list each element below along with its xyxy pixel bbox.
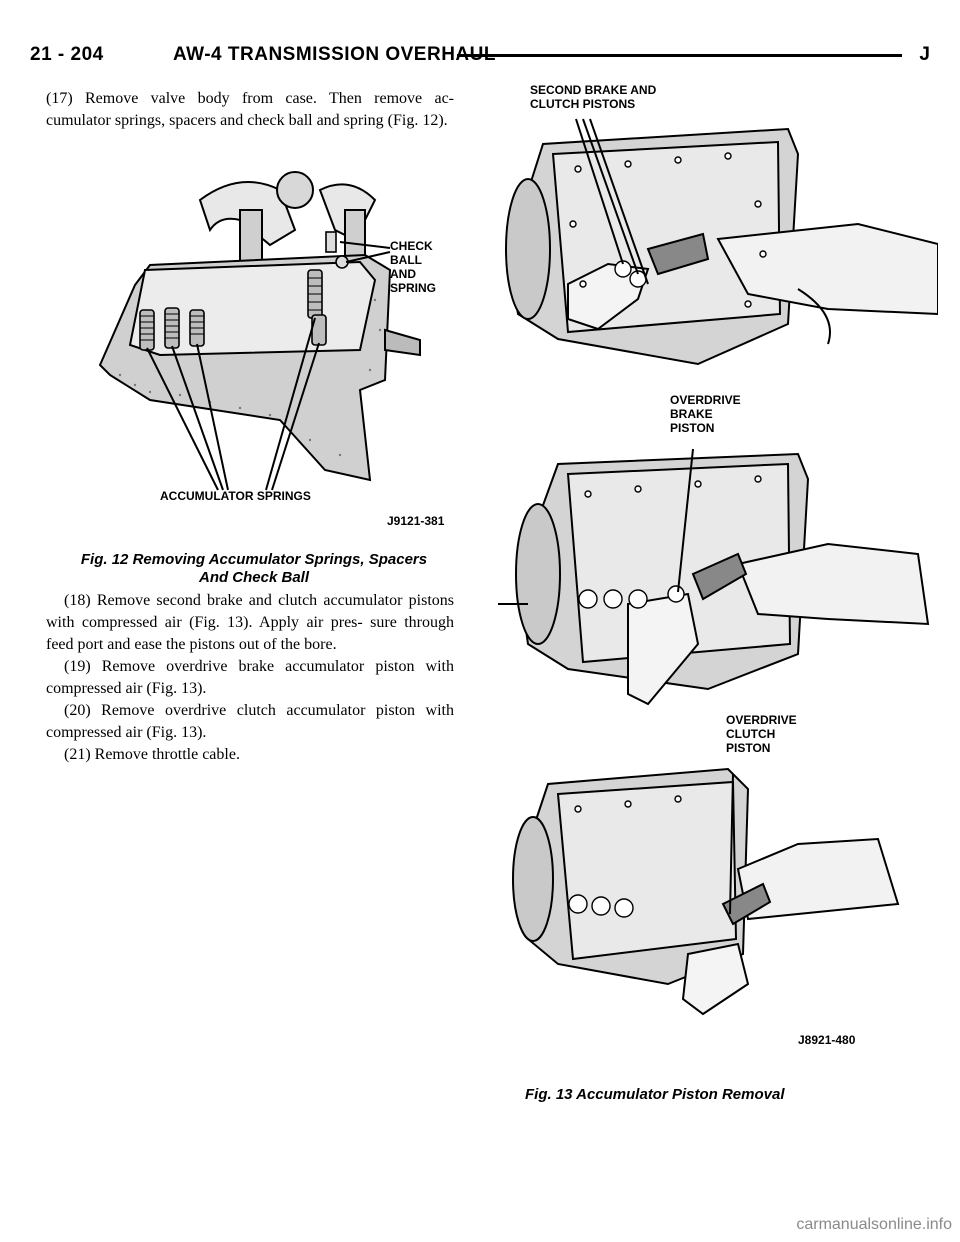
fig13-top-label-line1: SECOND BRAKE AND xyxy=(530,84,657,97)
fig13-panel-bottom xyxy=(513,713,898,1047)
accumulator-springs-label: ACCUMULATOR SPRINGS xyxy=(160,489,311,503)
fig12-code: J9121-381 xyxy=(387,514,445,528)
fig12-illustration xyxy=(90,170,460,540)
svg-text:OVERDRIVE BRAKE PI xyxy=(670,393,744,435)
fig13-caption: Fig. 13 Accumulator Piston Removal xyxy=(525,1086,785,1103)
steps-18-21-block xyxy=(46,590,454,766)
fig12-caption xyxy=(64,551,444,587)
fig13-code: J8921-480 xyxy=(798,1033,856,1047)
watermark: carmanualsonline.info xyxy=(796,1216,952,1233)
header-mark: J xyxy=(919,44,930,65)
step-18-text: (18) Remove second brake and clutch accumulator pistons with compressed air (Fig. 13). Apply air pres- sure through feed port and ease the pistons out of the bore. xyxy=(46,592,454,653)
step-21-text: (21) Remove throttle cable. xyxy=(64,746,240,763)
step-20-text: (20) Remove overdrive clutch accumulator piston with compressed air (Fig. 13). xyxy=(46,702,454,741)
fig13-bot-label-line3: PISTON xyxy=(726,741,771,755)
step-17-text: (17) Remove valve body from case. Then remove ac- cumulator springs, spacers and check ball and spring (Fig. 12). xyxy=(46,90,454,129)
fig13-mid-label-line1: OVERDRIVE xyxy=(670,393,741,407)
step-17-block xyxy=(46,88,454,132)
page-number: 21 - 204 xyxy=(30,44,104,65)
check-label-line4: SPRING xyxy=(390,281,437,295)
step-19-text: (19) Remove overdrive brake accumulator piston with compressed air (Fig. 13). xyxy=(46,658,454,697)
svg-text:SECOND BRAKE AND CLUTCH xyxy=(530,84,660,111)
fig13-mid-label-line3: PISTON xyxy=(670,421,715,435)
section-title: AW-4 TRANSMISSION OVERHAUL xyxy=(173,44,496,65)
fig13-panel-top xyxy=(506,84,938,364)
fig13-bot-label-line1: OVERDRIVE xyxy=(726,713,797,727)
check-label-line1: CHECK xyxy=(390,239,433,253)
check-label-line2: BALL xyxy=(390,253,422,267)
fig13-bot-label-line2: CLUTCH xyxy=(726,727,776,741)
fig13-top-label-line2: CLUTCH PISTONS xyxy=(530,97,636,111)
fig13-mid-label-line2: BRAKE xyxy=(670,407,713,421)
fig13-illustration xyxy=(498,84,938,1074)
fig12-caption-line1: Fig. 12 Removing Accumulator Springs, Spacers xyxy=(80,551,428,568)
check-label-line3: AND xyxy=(390,267,416,281)
svg-text:OVERDRIVE CLUTCH P xyxy=(726,713,800,755)
fig12-caption-line2: And Check Ball xyxy=(198,569,310,586)
page-header xyxy=(30,44,930,74)
header-rule xyxy=(457,54,902,57)
check-ball-label xyxy=(390,239,436,295)
fig13-panel-middle xyxy=(498,393,928,704)
